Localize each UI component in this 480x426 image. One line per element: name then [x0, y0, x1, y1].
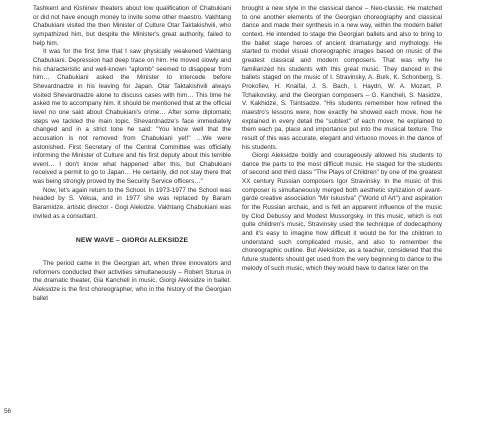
- left-paragraph-1: Tashkent and Kishinev theaters about low qualification of Chabukiani or did not have enough money to invite some other maestro. Vakhtang Chabukiani visited the then Minister of Culture Otar Taktakishvili, who sympathized him, but despite the Minister's great authority, failed to help him.: [33, 5, 231, 47]
- left-paragraph-4: The period came in the Georgian art, when three innovators and reformers conducted their activities simultaneously – Robert Sturua in the dramatic theater, Gia Kancheli in music, Giorgi Aleksidze in ballet. Aleksidze is the first choreographer, who in the history of the Georgian ballet: [33, 260, 231, 302]
- left-text-column: [33, 5, 231, 303]
- left-paragraph-2: It was for the first time that I saw physically weakened Vakhtang Chabukiani. Depression had deep trace on him. He moved slowly and his characteristic and well-known "aplomb" seemed to disappear from him… Chabukiani asked the Minister to intercede before Shevardnadze in his leaving for Japan. Otar Taktakishvili always visited Shevardnadze alone to discuss cases with him… This time he asked me to accompany him. It should be mentioned that at the official level no one said about Chabukiani's crime… After some diplomatic steps we tackled the main topic. Shevardnadze's face immediately changed and in a strict tone he said: "You know well that the accusation is not removed from Chabukiani yet!" …We were astonished. First Secretary of the Central Committee was officially informing the Minister of Culture and his first deputy about this terrible event… I don't know what happened after this, but Chabukiani received a permit to go to Japan… He certainly, did not stay there that was being strongly proved by the Security Service officers…": [33, 48, 231, 186]
- right-paragraph-1: brought a new style in the classical dance – Neo-classic. He matched to one another elements of the Georgian choreography and classical dance and made their synthesis in a new way, within the modern ballet context. He intended to stage the Georgian ballets and also to bring to the ballet stage heroes of ancient dramaturgy and mythology. He started to model visual choreographic images based on music of the greatest classical and modern composers. That was why he familiarized his students with this great music. They danced in the ballets staged on the music of I. Stravinsky, A. Burk, K. Schonberg, S. Prokofiev, H. Knaifal, J. S. Bach, I. Haydn, W. A. Mozart, P. Tchaikovsky, and the Georgian composers – G. Kancheli, S. Nasidze, V. Kakhidze, S. Tsintsadze. "His students remember how refined the maestro's lessons were, how exactly he showed each move, how he explained in every detail the "subtext" of each move; he explained to them each pa, place and importance put into the musical texture. The result of this was accurate, elegant and virtuoso moves in the dance of his students.: [242, 5, 442, 151]
- left-paragraph-3: Now, let's again return to the School. In 1973-1977 the School was headed by S. Vekua, and in 1977 she was replaced by Baram Baramidze, artistic director - Gogi Alekidze. Vakhtang Chabukiani was invited as a consultant.: [33, 186, 231, 220]
- section-heading: NEW WAVE – GIORGI ALEKSIDZE: [75, 237, 189, 245]
- right-paragraph-2: Giorgi Aleksidze boldly and courageously allowed his students to dance the parts to the most difficult music. He staged for the students of second and third class "The Plays of Children" by one of the greatest XX century Russian composers Igor Stravinsky. In the music of this composer is simultaneously merged both aesthetic stylization of avant-garde creative association "Mir Iskustva" ("World of Art") and aspiration for the Russian archaic, and is felt an apparent influence of the music by Clod Debussy and Modest Mussorgsky. In this music, which is not quite children's music, Stravinsky used the technique of dodecaphony and it's easy to imagine how difficult it would be for the children to understand such complicated music, and also to remember the choreographic outline. But Aleksidze, as a teacher, considered that the future students should get used from the very beginning to dance to the melody of such music, which they would have to dance later on the: [242, 152, 442, 272]
- right-text-column: [242, 5, 442, 273]
- page-number: 56: [4, 408, 12, 415]
